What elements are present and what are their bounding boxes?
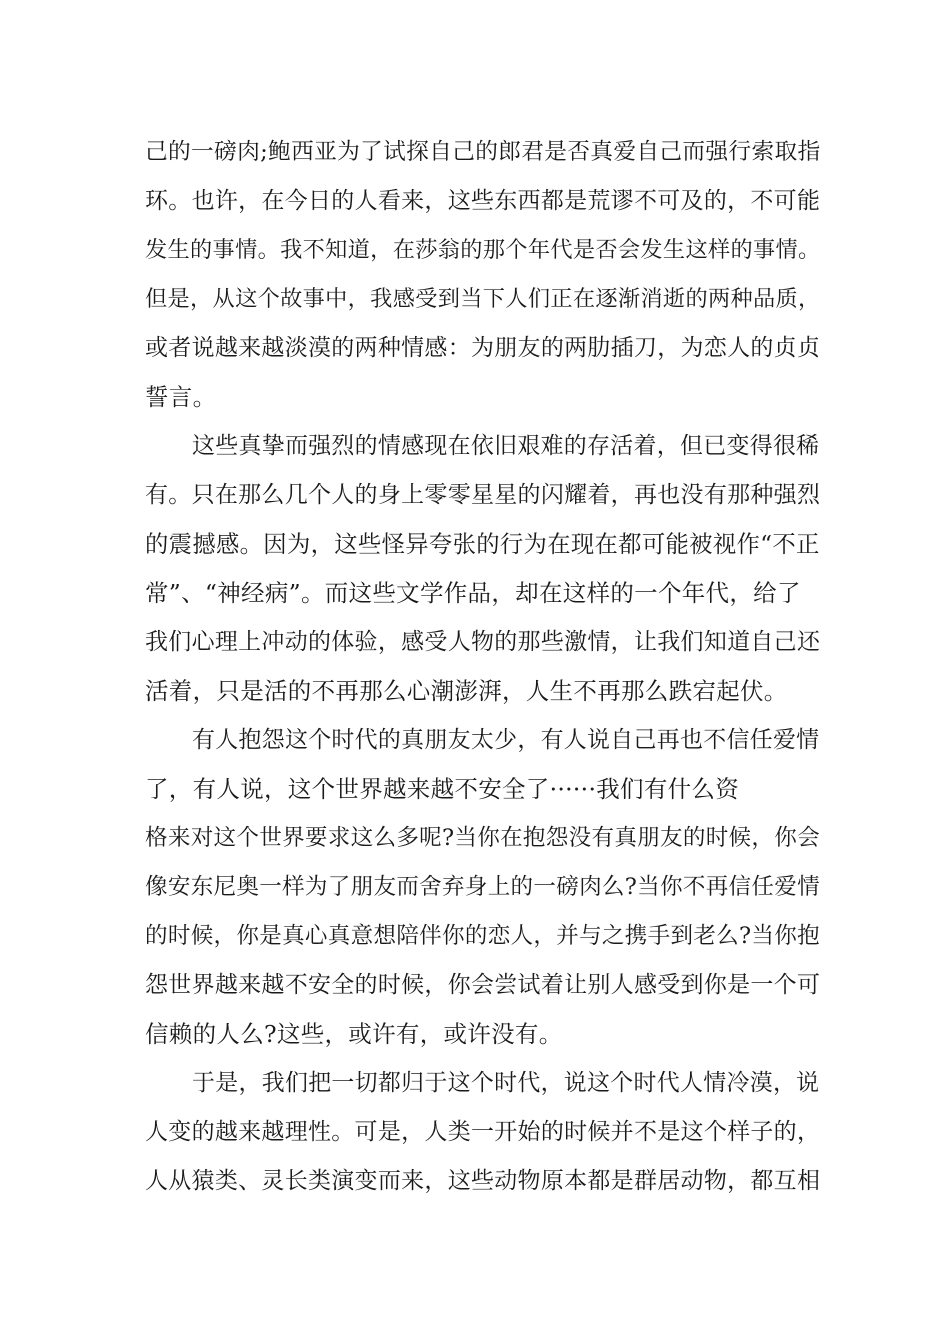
text-line: 环。也许，在今日的人看来，这些东西都是荒谬不可及的，不可能 (145, 188, 821, 214)
text-line: 誓言。 (145, 383, 217, 411)
text-line: 有。只在那么几个人的身上零零星星的闪耀着，再也没有那种强烈 (145, 482, 821, 508)
text-line: 的震撼感。因为，这些怪异夸张的行为在现在都可能被视作“不正 (145, 530, 820, 558)
text-line: 活着，只是活的不再那么心潮澎湃，人生不再那么跌宕起伏。 (145, 677, 788, 705)
text-line: 但是，从这个故事中，我感受到当下人们正在逐渐消逝的两种品质， (145, 286, 821, 312)
text-line: 信赖的人么?这些，或许有，或许没有。 (145, 1020, 563, 1048)
text-line: 怨世界越来越不安全的时候，你会尝试着让别人感受到你是一个可 (145, 972, 821, 998)
text-line: 这些真挚而强烈的情感现在依旧艰难的存活着，但已变得很稀 (192, 433, 820, 459)
text-line: 格来对这个世界要求这么多呢?当你在抱怨没有真朋友的时候，你会 (145, 825, 820, 851)
text-line: 像安东尼奥一样为了朋友而舍弃身上的一磅肉么?当你不再信任爱情 (145, 874, 820, 900)
text-line: 发生的事情。我不知道，在莎翁的那个年代是否会发生这样的事情。 (145, 237, 821, 263)
text-line: 人变的越来越理性。可是，人类一开始的时候并不是这个样子的， (145, 1119, 821, 1145)
text-line: 于是，我们把一切都归于这个时代，说这个时代人情冷漠，说 (192, 1070, 820, 1096)
text-line: 的时候，你是真心真意想陪伴你的恋人，并与之携手到老么?当你抱 (145, 923, 820, 949)
text-line: 我们心理上冲动的体验，感受人物的那些激情，让我们知道自己还 (145, 629, 821, 655)
text-line: 己的一磅肉;鲍西亚为了试探自己的郎君是否真爱自己而强行索取指 (145, 139, 821, 165)
text-line: 有人抱怨这个时代的真朋友太少，有人说自己再也不信任爱情 (192, 727, 820, 753)
body-text (145, 128, 820, 1206)
text-line: 了，有人说，这个世界越来越不安全了······我们有什么资 (145, 775, 740, 803)
text-line: 人从猿类、灵长类演变而来，这些动物原本都是群居动物，都互相 (145, 1168, 821, 1194)
text-line: 常”、“神经病”。而这些文学作品，却在这样的一个年代，给了 (145, 579, 801, 607)
text-line: 或者说越来越淡漠的两种情感：为朋友的两肋插刀，为恋人的贞贞 (145, 335, 821, 361)
